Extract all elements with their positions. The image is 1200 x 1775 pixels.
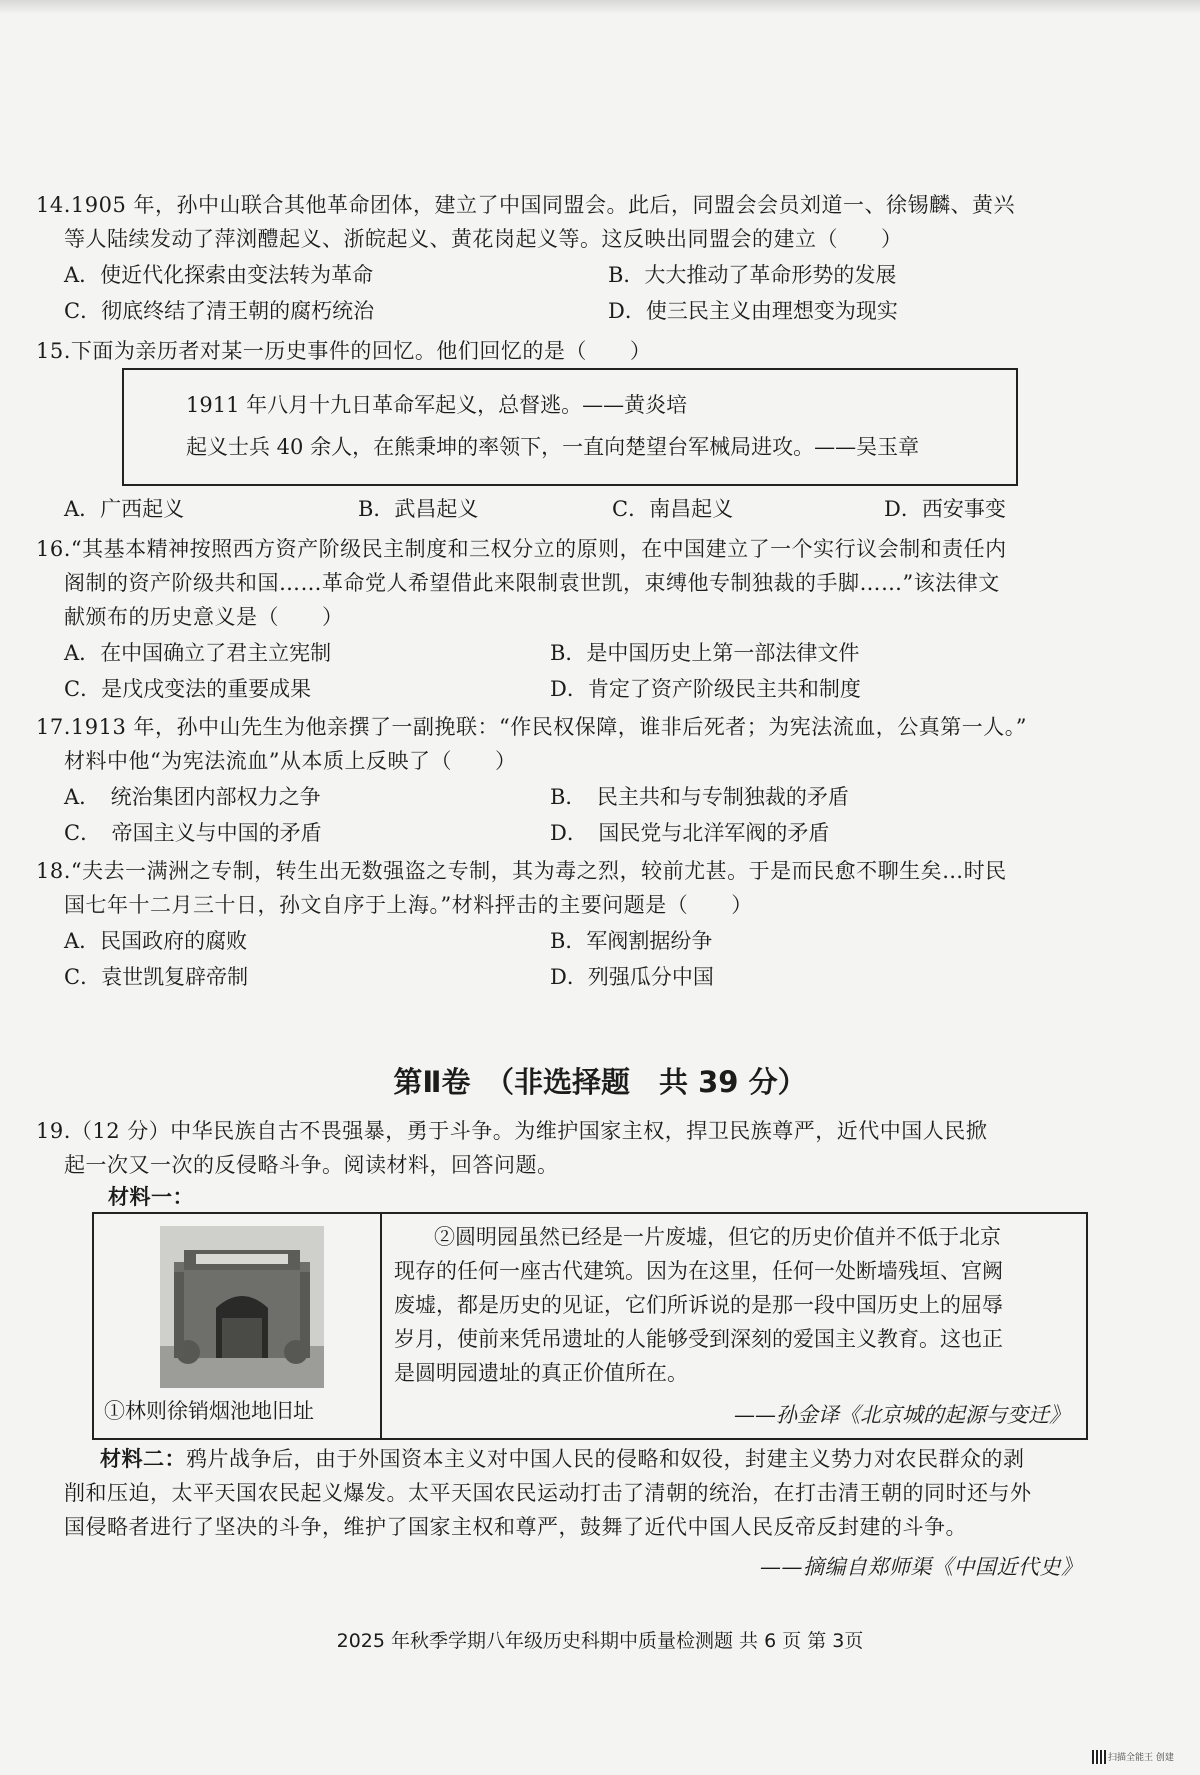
q14-option-c: C．彻底终结了清王朝的腐朽统治 <box>64 299 375 323</box>
material-2-text-1: 鸦片战争后，由于外国资本主义对中国人民的侵略和奴役，封建主义势力对农民群众的剥 <box>186 1447 1025 1471</box>
q18-stem-line1: 18.“夫去一满洲之专制，转生出无数强盗之专制，其为毒之烈，较前尤甚。于是而民愈不聊生矣…时民 <box>36 859 1007 883</box>
q15-option-c: C．南昌起义 <box>612 497 734 521</box>
section-2-title: 第Ⅱ卷 （非选择题 共 39 分） <box>393 1065 807 1099</box>
q16-stem-line1: 16.“其基本精神按照西方资产阶级民主制度和三权分立的原则，在中国建立了一个实行议会制和责任内 <box>36 537 1007 561</box>
q17-option-d: D． 国民党与北洋军阀的矛盾 <box>550 821 830 845</box>
page-footer: 2025 年秋季学期八年级历史科期中质量检测题 共 6 页 第 3页 <box>336 1630 864 1652</box>
material-1-source: ——孙金译《北京城的起源与变迁》 <box>734 1403 1070 1427</box>
scan-edge <box>0 0 1200 14</box>
material-2-source: ——摘编自郑师渠《中国近代史》 <box>760 1555 1083 1579</box>
q18-option-c: C．袁世凯复辟帝制 <box>64 965 249 989</box>
q15-option-a: A．广西起义 <box>64 497 185 521</box>
gate-photo-icon <box>160 1226 324 1388</box>
table-divider <box>380 1214 382 1438</box>
material-1-text-2: 现存的任何一座古代建筑。因为在这里，任何一处断墙残垣、宫阙 <box>394 1259 1003 1283</box>
q14-stem-line2: 等人陆续发动了萍浏醴起义、浙皖起义、黄花岗起义等。这反映出同盟会的建立（ ） <box>64 227 903 251</box>
q14-stem-line1: 14.1905 年，孙中山联合其他革命团体，建立了中国同盟会。此后，同盟会会员刘道一、徐锡麟、黄兴 <box>36 193 1016 217</box>
q19-stem-line2: 起一次又一次的反侵略斗争。阅读材料，回答问题。 <box>64 1153 559 1177</box>
q15-quote-box <box>122 368 1018 486</box>
q14-option-d: D．使三民主义由理想变为现实 <box>608 299 898 323</box>
q16-option-a: A．在中国确立了君主立宪制 <box>64 641 332 665</box>
q16-option-b: B．是中国历史上第一部法律文件 <box>550 641 860 665</box>
q14-option-a: A．使近代化探索由变法转为革命 <box>64 263 374 287</box>
q17-option-c: C． 帝国主义与中国的矛盾 <box>64 821 322 845</box>
material-1-label: 材料一： <box>108 1185 194 1209</box>
qr-code-icon <box>1092 1750 1106 1764</box>
site-photo <box>160 1226 324 1388</box>
q15-option-d: D．西安事变 <box>884 497 1006 521</box>
material-2-line3: 国侵略者进行了坚决的斗争，维护了国家主权和尊严，鼓舞了近代中国人民反帝反封建的斗争。 <box>64 1515 967 1539</box>
q17-stem-line1: 17.1913 年，孙中山先生为他亲撰了一副挽联：“作民权保障，谁非后死者；为宪法流血，公真第一人。” <box>36 715 1027 739</box>
q16-option-c: C．是戊戌变法的重要成果 <box>64 677 312 701</box>
q19-stem-line1: 19.（12 分）中华民族自古不畏强暴，勇于斗争。为维护国家主权，捍卫民族尊严，近代中国人民掀 <box>36 1119 988 1143</box>
material-2-label: 材料二： <box>100 1447 186 1471</box>
material-2-line1 <box>100 1444 1025 1474</box>
q15-quote-2: 起义士兵 40 余人，在熊秉坤的率领下，一直向楚望台军械局进攻。——吴玉章 <box>186 435 920 459</box>
q16-stem-line3: 献颁布的历史意义是（ ） <box>64 605 344 629</box>
material-1-table <box>92 1212 1088 1440</box>
q18-option-d: D．列强瓜分中国 <box>550 965 714 989</box>
material-2-line2: 削和压迫，太平天国农民起义爆发。太平天国农民运动打击了清朝的统治，在打击清王朝的同时还与外 <box>64 1481 1032 1505</box>
q18-stem-line2: 国七年十二月三十日，孙文自序于上海。”材料抨击的主要问题是（ ） <box>64 893 753 917</box>
q16-option-d: D．肯定了资产阶级民主共和制度 <box>550 677 861 701</box>
scanner-watermark: 扫描全能王 创建 <box>1108 1753 1174 1763</box>
material-1-text-1: ②圆明园虽然已经是一片废墟，但它的历史价值并不低于北京 <box>434 1225 1001 1249</box>
q17-option-b: B． 民主共和与专制独裁的矛盾 <box>550 785 849 809</box>
q14-option-b: B．大大推动了革命形势的发展 <box>608 263 897 287</box>
material-1-text-4: 岁月，使前来凭吊遗址的人能够受到深刻的爱国主义教育。这也正 <box>394 1327 1003 1351</box>
q17-stem-line2: 材料中他“为宪法流血”从本质上反映了（ ） <box>64 749 517 773</box>
material-1-text-3: 废墟，都是历史的见证，它们所诉说的是那一段中国历史上的屈辱 <box>394 1293 1003 1317</box>
q17-option-a: A． 统治集团内部权力之争 <box>64 785 321 809</box>
q15-option-b: B．武昌起义 <box>358 497 479 521</box>
photo-caption: ①林则徐销烟池地旧址 <box>104 1399 314 1423</box>
q15-quote-1: 1911 年八月十九日革命军起义，总督逃。——黄炎培 <box>186 393 688 417</box>
q18-option-b: B．军阀割据纷争 <box>550 929 713 953</box>
q18-option-a: A．民国政府的腐败 <box>64 929 248 953</box>
q15-stem: 15.下面为亲历者对某一历史事件的回忆。他们回忆的是（ ） <box>36 339 652 363</box>
q16-stem-line2: 阁制的资产阶级共和国……革命党人希望借此来限制袁世凯，束缚他专制独裁的手脚……”该法律文 <box>64 571 1000 595</box>
material-1-text-5: 是圆明园遗址的真正价值所在。 <box>394 1361 688 1385</box>
